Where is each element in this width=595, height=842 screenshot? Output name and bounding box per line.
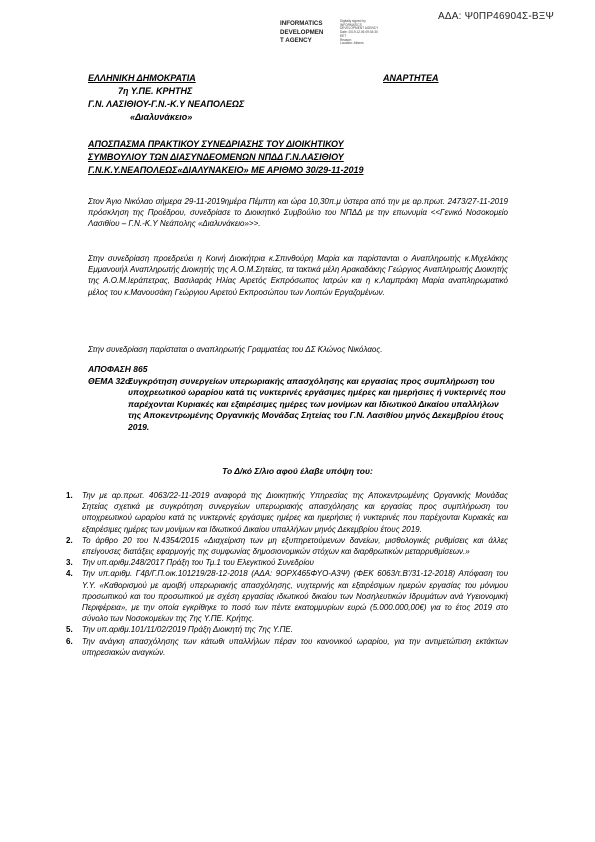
stamp-line: T AGENCY [280,37,312,45]
title-line: ΣΥΜΒΟΥΛΙΟΥ ΤΩΝ ΔΙΑΣΥΝΔΕΟΜΕΝΩΝ ΝΠΔΔ Γ.Ν.ΛΑΣΙΘΙΟΥ [88,152,344,162]
list-item [66,490,508,535]
stamp-line: INFORMATICS [280,20,323,27]
attendees-paragraph: Στην συνεδρίαση προεδρεύει η Κοινή Διοικήτρια κ.Σπινθούρη Μαρία και παρίστανται ο Αναπληρωτής κ.Μιχελάκης Εμμανουήλ Αναπληρωτής Διοικητής της Α.Ο.Μ.Σητείας, τα τακτικά μέλη Αρακαδάκης Γεώργιος Αναπληρωτής Διοικητής της Α.Ο.Μ.Ιεράπετρας, Βασιλαράς Ηλίας Αιρετός Εκπρόσωπος Ιατρών και η κ.Λαμπράκη Μαρία αναπληρωματικό μέλος του κ.Μανουσάκη Γεώργιου Αιρετού Εκπροσώπου των Λοιπών Εργαζομένων. [88,254,508,297]
ada-code: ΑΔΑ: Ψ0ΠΡ46904Σ-ΒΞΨ [438,11,555,22]
republic-heading: ΕΛΛΗΝΙΚΗ ΔΗΜΟΚΡΑΤΙΑ [88,73,196,83]
board-considering-phrase: Το Δ/κό Σ/λιο αφού έλαβε υπόψη του: [222,466,373,476]
stamp-detail: Location: Athens [340,41,364,46]
title-line: Γ.Ν.Κ.Υ.ΝΕΑΠΟΛΕΩΣ«ΔΙΑΛΥΝΑΚΕΙΟ» ΜΕ ΑΡΙΘΜΟ 30/29-11-2019 [88,165,364,175]
item-number: 3. [66,558,73,568]
stamp-line: DEVELOPMEN [280,28,324,36]
list-item [66,557,508,568]
list-item [66,568,508,624]
considerations-list [66,490,508,658]
item-text: Την υπ.αριθμ.248/2017 Πράξη του Τμ.1 του Ελεγκτικού Συνεδρίου [82,558,314,568]
secretary-paragraph: Στην συνεδρίαση παρίσταται ο αναπληρωτής Γραμματέας του ΔΣ Κλώνος Νικόλαος. [88,345,383,354]
item-number: 5. [66,625,73,635]
list-item [66,636,508,658]
stamp-detail: EET [340,33,347,38]
digital-signature-stamp [280,20,400,50]
item-text: Την ανάγκη απασχόλησης των κάτωθι υπαλλήλων πέραν του κανονικού ωραρίου, για την αντιμετώπιση εκτάκτων υπηρεσιακών αναγκών. [82,636,508,657]
theme-text: Συγκρότηση συνεργείων υπερωριακής απασχόλησης και εργασίας προς συμπλήρωση του υποχρεωτικού ωραρίου κατά τις νυκτερινές εργάσιμες ημέρες και ημερήσιες ή νυκτερινές που παρέχονται Κυριακές και εξαιρέσιμες ημέρες των μονίμων και Ιδιωτικού Δικαίου υπαλλήλων της Αποκεντρωμένης Οργανικής Μονάδας Σητείας του Γ.Ν. Λασιθίου μηνός Δεκεμβρίου έτους 2019. [128,376,506,432]
item-number: 4. [66,569,73,579]
stamp-detail: Digitally signed by [340,19,366,23]
document-title [88,138,364,177]
decision-theme [88,376,508,433]
hospital-heading: Γ.Ν. ΛΑΣΙΘΙΟΥ-Γ.Ν.-Κ.Υ ΝΕΑΠΟΛΕΩΣ [88,99,245,109]
item-text: Την με αρ.πρωτ. 4063/22-11-2019 αναφορά της Διοικητικής Υπηρεσίας της Αποκεντρωμένης Οργανικής Μονάδας Σητείας σχετικά με συγκρότηση συνεργείων υπερωριακής απασχόλησης και εργασίας προς συμπλήρωση του υποχρεωτικού ωραρίου κατά τις νυκτερινές εργάσιμες ημέρες και ημερήσιες ή νυκτερινές που παρέχονται Κυριακές και εξαιρέσιμες ημέρες των μονίμων και Ιδιωτικού Δικαίου υπαλλήλων μηνός Δεκεμβρίου έτους 2019. [82,491,508,534]
stamp-detail: INFORMATICS [340,22,362,27]
item-text: Την υπ.αριθμ.101/11/02/2019 Πράξη Διοικητή της 7ης Υ.ΠΕ. [82,625,293,635]
posted-label: ΑΝΑΡΤΗΤΕΑ [383,73,439,83]
session-paragraph: Στον Άγιο Νικόλαο σήμερα 29-11-2019ημέρα Πέμπτη και ώρα 10,30π.μ ύστερα από την με αρ.πρωτ. 2473/27-11-2019 πρόσκληση της Προέδρου, συνεδρίασε το Διοικητικό Συμβούλιο του ΝΠΔΔ με την επωνυμία <<Γενικό Νοσοκομείο Λασιθίου – Γ.Ν.-Κ.Υ Νεάπολης «Διαλυνάκειο»>>. [88,197,508,229]
list-item [66,535,508,557]
signature-stamp-name [280,20,323,46]
item-text: Την υπ.αριθμ. Γ4β/Γ.Π.οικ.101219/28-12-2018 (ΑΔΑ: 9ΟΡΧ465ΦΥΟ-Α3Ψ) (ΦΕΚ 6063/τ.Β'/31-12-2018) Απόφαση του Υ.Υ. «Καθορισμού με αμοιβή υπερωριακής απασχόλησης, νυχτερινής και εξαιρέσιμων ημερών εργασίας του μόνιμου προσωπικού και του προσωπικού με σχέση εργασίας ιδιωτικού δικαίου των Νοσηλευτικών Ιδρυμάτων ανά Υγειονομική Περιφέρεια», με την οποία εγκρίθηκε το ποσό των πέντε εκατομμυρίων ευρώ (5.000.000,00€) για το έτος 2019 στο σύνολο των Νοσοκομείων της 7ης Υ.ΠΕ. Κρήτης. [82,569,508,624]
theme-label: ΘΕΜΑ 32ο: [88,376,134,386]
decision-number: ΑΠΟΦΑΣΗ 865 [88,364,148,374]
item-number: 2. [66,535,73,545]
signature-stamp-details [340,20,378,46]
region-heading: 7η Υ.ΠΕ. ΚΡΗΤΗΣ [118,86,193,96]
hospital-brand: «Διαλυνάκειο» [130,112,193,122]
list-item [66,624,508,635]
stamp-detail: Date: 2019.12.06 09:34:30 [340,30,378,35]
stamp-detail: Reason: [340,37,352,42]
item-number: 1. [66,491,73,500]
stamp-detail: DEVELOPMENT AGENCY [340,26,379,31]
item-number: 6. [66,636,73,646]
item-text: Το άρθρο 20 του Ν.4354/2015 «Διαχείριση των μη εξυπηρετούμενων δανείων, μισθολογικές ρυθμίσεις και άλλες επείγουσες διατάξεις εφαρμογής της συμφωνίας δημοσιονομικών στόχων και διαρθρωτικών μεταρρυθμίσεων.» [82,535,508,557]
title-line: ΑΠΟΣΠΑΣΜΑ ΠΡΑΚΤΙΚΟΥ ΣΥΝΕΔΡΙΑΣΗΣ ΤΟΥ ΔΙΟΙΚΗΤΙΚΟΥ [88,139,344,149]
